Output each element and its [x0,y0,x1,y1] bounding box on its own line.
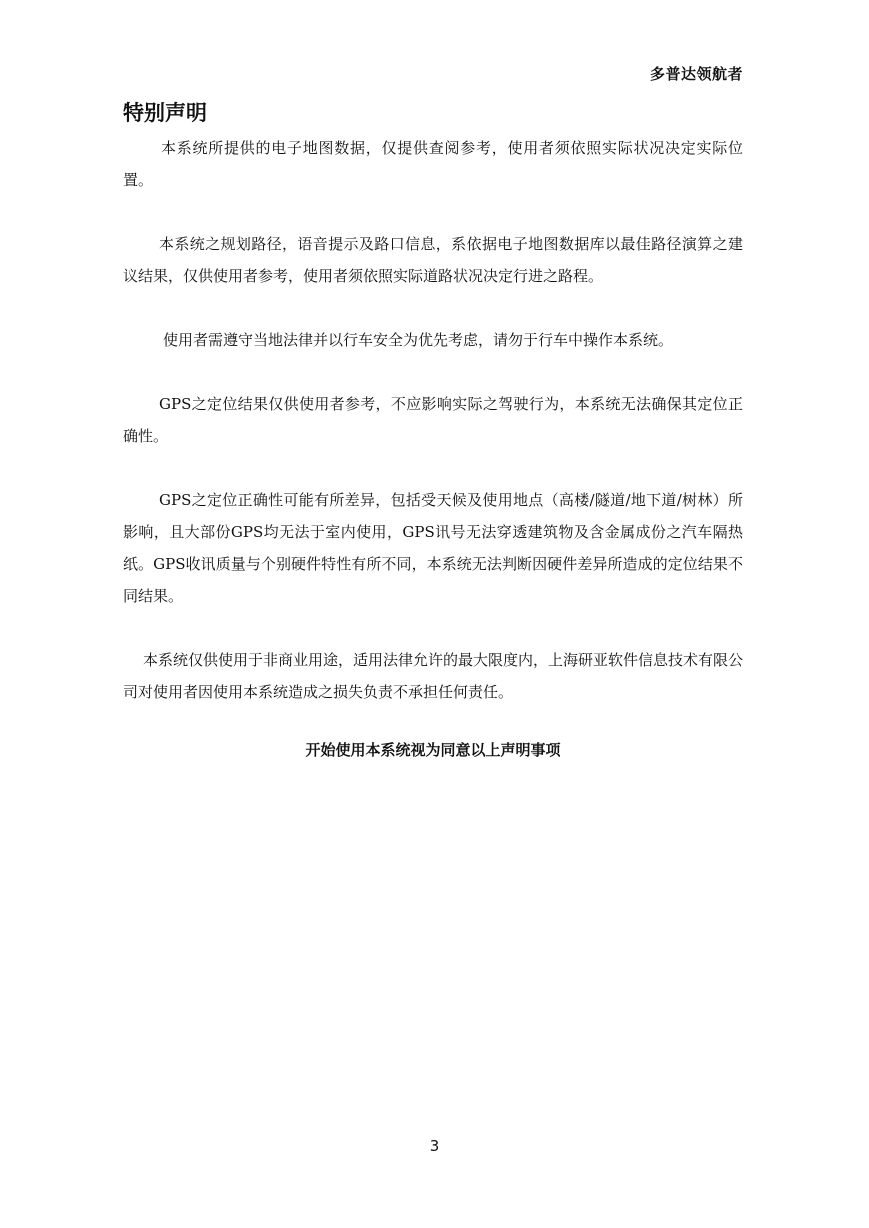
statement-paragraph: 本系统仅供使用于非商业用途，适用法律允许的最大限度内，上海研亚软件信息技术有限公司对使用者因使用本系统造成之损失负责不承担任何责任。 [123,651,744,701]
statement-paragraph: 本系统之规划路径，语音提示及路口信息，系依据电子地图数据库以最佳路径演算之建议结果，仅供使用者参考，使用者须依照实际道路状况决定行进之路程。 [123,235,743,285]
statement-paragraph: 使用者需遵守当地法律并以行车安全为优先考虑，请勿于行车中操作本系统。 [163,331,674,349]
statement-paragraph: 本系统所提供的电子地图数据，仅提供查阅参考，使用者须依照实际状况决定实际位置。 [123,139,743,189]
agreement-notice: 开始使用本系统视为同意以上声明事项 [305,741,561,759]
statement-content [123,98,743,762]
statement-paragraph: GPS之定位结果仅供使用者参考，不应影响实际之驾驶行为，本系统无法确保其定位正确性。 [123,395,743,445]
page-title: 特别声明 [123,101,207,125]
page-number: 3 [429,1137,440,1155]
statement-paragraph: GPS之定位正确性可能有所差异，包括受天候及使用地点（高楼/隧道/地下道/树林）所影响，且大部份GPS均无法于室内使用，GPS讯号无法穿透建筑物及含金属成份之汽车隔热纸。GPS收讯质量与个别硬件特性有所不同，本系统无法判断因硬件差异所造成的定位结果不同结果。 [123,491,743,605]
header-brand: 多普达领航者 [649,65,743,83]
